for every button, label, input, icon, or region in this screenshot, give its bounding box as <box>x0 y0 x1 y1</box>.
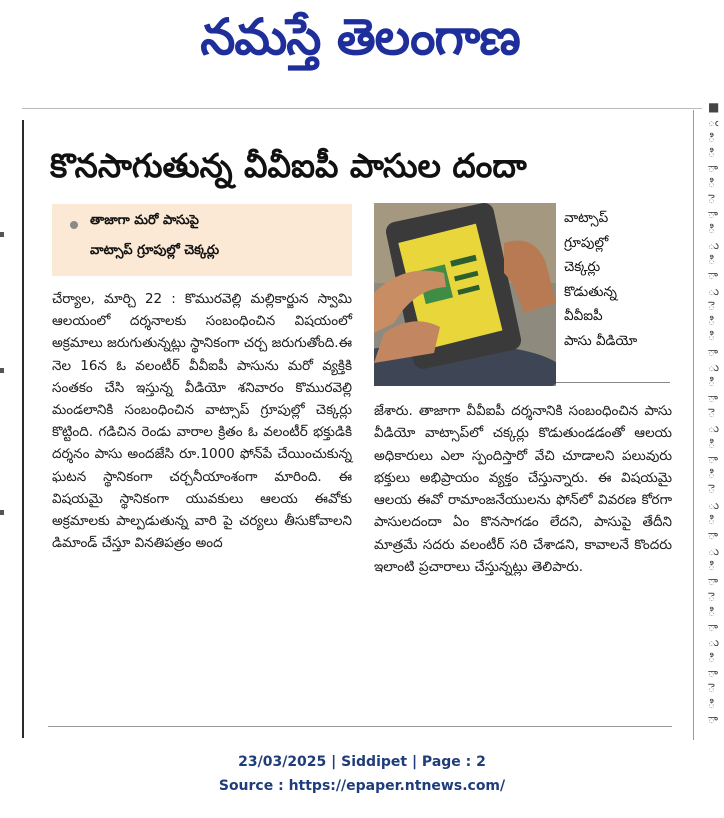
article-headline: కొనసాగుతున్న వీవీఐపీ పాసుల దందా <box>50 146 527 185</box>
bottom-divider <box>48 726 672 727</box>
caption-line: గ్రూపుల్లో <box>564 234 609 251</box>
subhead-line-1: తాజాగా మరో పాసుపై <box>90 213 199 228</box>
masthead-title: నమస్తే తెలంగాణ <box>200 8 520 66</box>
top-divider <box>22 108 702 109</box>
adjacent-article-edge <box>0 368 4 373</box>
photo-caption <box>564 206 674 353</box>
edition-info: 23/03/2025 | Siddipet | Page : 2 <box>238 754 486 770</box>
article-column-1 <box>52 288 352 554</box>
article-photo <box>374 203 556 386</box>
adjacent-article-edge: ■ ఁ ి ి ా ి ె ా ి ు ి ా ు ె ి ి ా ు ి ా ె ు ి ా ి ె ు ి ా ు ి ా ె ి ా ు ి ా ె ి ా <box>708 100 720 726</box>
right-column-rule <box>693 110 694 740</box>
adjacent-article-edge <box>0 232 4 237</box>
caption-line: చెక్కర్లు <box>564 259 601 275</box>
caption-line: కొడుతున్న <box>564 283 617 300</box>
source-footer <box>0 750 724 798</box>
caption-line: వీవీఐపీ <box>564 308 603 324</box>
subhead-line-2: వాట్సాప్ గ్రూపుల్లో చెక్కర్లు <box>90 243 220 258</box>
source-link: Source : https://epaper.ntnews.com/ <box>218 778 506 794</box>
left-column-rule <box>22 120 24 738</box>
subhead-box <box>52 204 352 276</box>
article-body-text: చేర్యాల, మార్చి 22 : కొమురవెల్లి మల్లికార్జున స్వామి ఆలయంలో దర్శనాలకు సంబంధించిన విషయంలో అక్రమాలు జరుగుతున్నట్లు స్థానికంగా చర్చ జరుగుతోంది.ఈ నెల 16న ఓ వలంటీర్ వీవీఐపీ పాసును మరో వ్యక్తికి సంతకం చేసి ఇస్తున్న వీడియో శనివారం కొమురవెల్లి మండలానికి సంబంధించిన వాట్సాప్ గ్రూపుల్లో చెక్కర్లు కొట్టింది. గడిచిన రెండు వారాల క్రితం ఓ వలంటీర్ భక్తుడికి దర్శనం పాసు అందజేసి రూ.1000 ఫోన్‌పే చేయించుకున్న ఘటన స్థానికంగా చర్చనీయాంశంగా మారింది. ఈ విషయమై స్థానికంగా యువకులు ఆలయ ఈవోకు అక్రమాలకు పాల్పడుతున్న వారి పై చర్యలు తీసుకోవాలని డిమాండ్ చేస్తూ వినతిపత్రం అంద <box>52 291 352 552</box>
caption-divider <box>556 382 670 383</box>
bullet-icon <box>70 221 78 229</box>
article-column-2 <box>374 400 672 578</box>
article-body-text: జేశారు. తాజాగా వీవీఐపీ దర్శనానికి సంబంధించిన పాసు వీడియో వాట్సాప్‌లో చక్కర్లు కొడుతుండడంతో ఆలయ అధికారులు ఎలా స్పందిస్తారో వేచి చూడాలని పలువురు భక్తులు అభిప్రాయం వ్యక్తం చేస్తున్నారు. ఈ విషయమై ఆలయ ఈవో రామాంజనేయులను ఫోన్‌లో వివరణ కోరగా పాసులదందా ఏం కొనసాగడం లేదని, పాసుపై తేదీని మాత్రమే సదరు వలంటీర్ సరి చేశాడని, కావాలనే కొందరు ఇలాంటి ప్రచారాలు చేస్తున్నట్లు తెలిపారు. <box>374 403 672 576</box>
caption-line: పాసు వీడియో <box>564 332 638 349</box>
adjacent-article-edge <box>0 510 4 515</box>
caption-line: వాట్సాప్ <box>564 210 609 226</box>
masthead <box>0 0 724 80</box>
